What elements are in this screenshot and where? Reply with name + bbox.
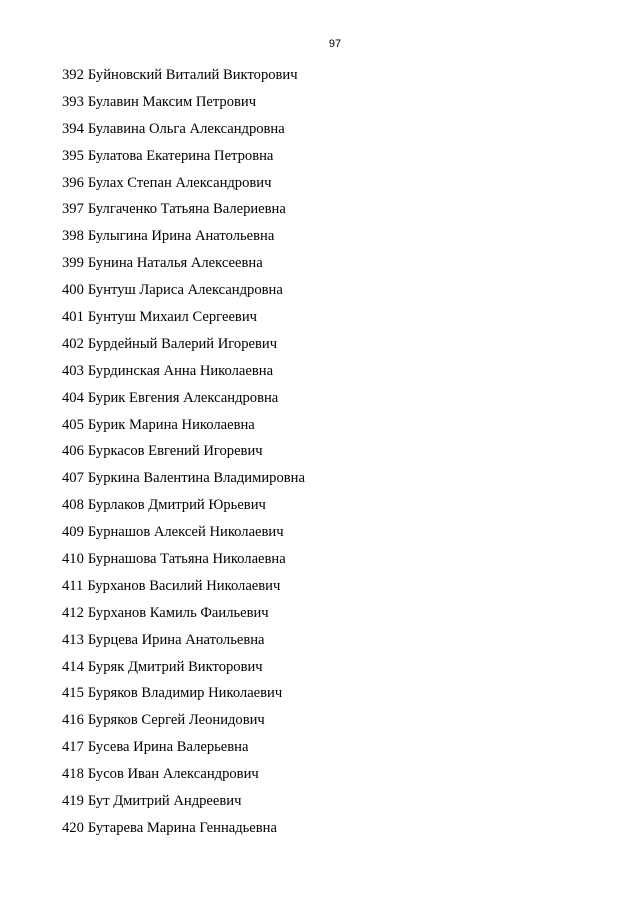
entry-name: Бунтуш Михаил Сергеевич <box>87 309 257 326</box>
list-item <box>62 496 305 523</box>
entry-number: 393 <box>62 93 84 110</box>
entry-number: 394 <box>62 120 84 137</box>
list-item <box>62 147 305 174</box>
entry-name: Бурнашов Алексей Николаевич <box>87 524 284 541</box>
list-item <box>62 738 305 765</box>
entry-name: Буркасов Евгений Игоревич <box>87 443 263 460</box>
entry-number: 416 <box>62 712 84 729</box>
entry-number: 419 <box>62 793 84 810</box>
entry-number: 398 <box>62 228 84 245</box>
list-item <box>62 792 305 819</box>
list-item <box>62 631 305 658</box>
entry-name: Булавина Ольга Александровна <box>87 120 285 137</box>
page-number: 97 <box>328 38 342 50</box>
entry-number: 397 <box>62 201 84 218</box>
entry-number: 418 <box>62 766 84 783</box>
entry-number: 401 <box>62 309 84 326</box>
list-item <box>62 765 305 792</box>
entry-name: Бурик Марина Николаевна <box>87 416 255 433</box>
entry-number: 411 <box>62 577 84 594</box>
entry-name: Бутарева Марина Геннадьевна <box>87 819 277 836</box>
list-item <box>62 66 305 93</box>
list-item <box>62 281 305 308</box>
entry-name: Буйновский Виталий Викторович <box>87 67 298 83</box>
entry-name: Бурдинская Анна Николаевна <box>87 362 274 379</box>
entry-number: 403 <box>62 362 84 379</box>
entry-number: 420 <box>62 819 84 836</box>
entry-name: Бурик Евгения Александровна <box>87 389 279 406</box>
entry-name: Булгаченко Татьяна Валериевна <box>87 201 286 218</box>
entry-name: Буряк Дмитрий Викторович <box>87 658 263 675</box>
entry-number: 405 <box>62 416 84 433</box>
list-item <box>62 684 305 711</box>
entry-name: Бунина Наталья Алексеевна <box>87 255 263 272</box>
list-item <box>62 577 305 604</box>
entry-number: 407 <box>62 470 84 487</box>
list-item <box>62 550 305 577</box>
list-item <box>62 658 305 685</box>
entry-number: 412 <box>62 604 84 621</box>
entry-number: 400 <box>62 282 84 299</box>
entry-name: Бурханов Камиль Фаильевич <box>87 604 269 621</box>
list-item <box>62 227 305 254</box>
list-item <box>62 711 305 738</box>
entry-number: 410 <box>62 551 84 568</box>
list-item <box>62 93 305 120</box>
list-item <box>62 469 305 496</box>
list-item <box>62 308 305 335</box>
list-item <box>62 819 305 846</box>
list-item <box>62 335 305 362</box>
entry-number: 413 <box>62 631 84 648</box>
entry-name: Булах Степан Александрович <box>87 174 272 191</box>
entry-name: Булыгина Ирина Анатольевна <box>87 228 275 245</box>
entry-name: Булавин Максим Петрович <box>87 93 257 110</box>
entry-number: 409 <box>62 524 84 541</box>
list-item <box>62 604 305 631</box>
entry-number: 396 <box>62 174 84 191</box>
list-item <box>62 200 305 227</box>
entry-name: Буркина Валентина Владимировна <box>87 470 305 487</box>
entry-name: Булатова Екатерина Петровна <box>87 147 274 164</box>
name-list <box>62 66 305 846</box>
entry-name: Бурханов Василий Николаевич <box>87 577 281 594</box>
entry-number: 414 <box>62 658 84 675</box>
list-item <box>62 523 305 550</box>
entry-name: Бунтуш Лариса Александровна <box>87 282 283 299</box>
entry-number: 392 <box>62 67 84 83</box>
entry-name: Бусов Иван Александрович <box>87 766 259 783</box>
entry-name: Бут Дмитрий Андреевич <box>87 793 242 810</box>
entry-number: 402 <box>62 335 84 352</box>
entry-name: Бурцева Ирина Анатольевна <box>87 631 265 648</box>
entry-name: Буряков Владимир Николаевич <box>87 685 283 702</box>
entry-name: Бурдейный Валерий Игоревич <box>87 335 278 352</box>
entry-number: 395 <box>62 147 84 164</box>
entry-number: 417 <box>62 739 84 756</box>
entry-number: 399 <box>62 255 84 272</box>
list-item <box>62 416 305 443</box>
list-item <box>62 389 305 416</box>
list-item <box>62 120 305 147</box>
entry-number: 415 <box>62 685 84 702</box>
entry-name: Буряков Сергей Леонидович <box>87 712 265 729</box>
entry-number: 408 <box>62 497 84 514</box>
entry-name: Бурнашова Татьяна Николаевна <box>87 551 286 568</box>
entry-name: Бусева Ирина Валерьевна <box>87 739 249 756</box>
list-item <box>62 174 305 201</box>
entry-number: 404 <box>62 389 84 406</box>
entry-number: 406 <box>62 443 84 460</box>
list-item <box>62 254 305 281</box>
list-item <box>62 442 305 469</box>
list-item <box>62 362 305 389</box>
entry-name: Бурлаков Дмитрий Юрьевич <box>87 497 266 514</box>
